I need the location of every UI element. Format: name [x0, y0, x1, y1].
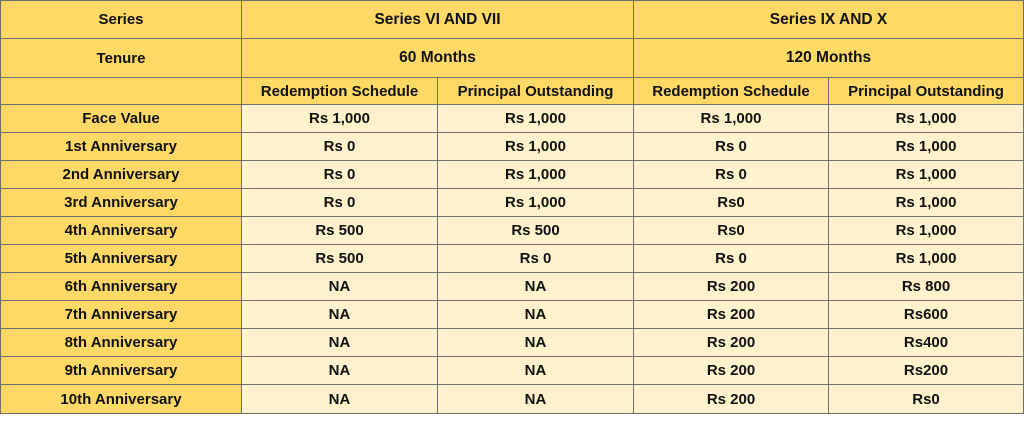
table-row — [1, 245, 1024, 273]
cell-redemption-schedule-1: NA — [242, 385, 438, 414]
cell-redemption-schedule-2: Rs 200 — [634, 273, 829, 301]
table-row — [1, 301, 1024, 329]
series-label: Series — [1, 1, 242, 39]
cell-principal-outstanding-2: Rs 1,000 — [829, 245, 1024, 273]
subheader-principal-2: Principal Outstanding — [829, 78, 1024, 105]
cell-redemption-schedule-2: Rs 200 — [634, 357, 829, 385]
cell-redemption-schedule-2: Rs0 — [634, 189, 829, 217]
cell-principal-outstanding-1: Rs 500 — [438, 217, 634, 245]
row-label: 1st Anniversary — [1, 133, 242, 161]
cell-principal-outstanding-2: Rs 1,000 — [829, 133, 1024, 161]
tenure-group-2: 120 Months — [634, 39, 1024, 78]
cell-principal-outstanding-2: Rs0 — [829, 385, 1024, 414]
cell-principal-outstanding-1: NA — [438, 329, 634, 357]
cell-principal-outstanding-1: Rs 1,000 — [438, 189, 634, 217]
subheader-redemption-2: Redemption Schedule — [634, 78, 829, 105]
cell-redemption-schedule-2: Rs 0 — [634, 245, 829, 273]
cell-redemption-schedule-1: NA — [242, 273, 438, 301]
cell-redemption-schedule-1: NA — [242, 357, 438, 385]
cell-redemption-schedule-1: NA — [242, 329, 438, 357]
cell-redemption-schedule-2: Rs 200 — [634, 385, 829, 414]
cell-principal-outstanding-1: Rs 1,000 — [438, 133, 634, 161]
row-label: 2nd Anniversary — [1, 161, 242, 189]
series-group-1: Series VI AND VII — [242, 1, 634, 39]
cell-principal-outstanding-2: Rs600 — [829, 301, 1024, 329]
cell-principal-outstanding-1: NA — [438, 273, 634, 301]
row-label: 5th Anniversary — [1, 245, 242, 273]
cell-redemption-schedule-1: Rs 0 — [242, 133, 438, 161]
row-label: Face Value — [1, 105, 242, 133]
tenure-label: Tenure — [1, 39, 242, 78]
tenure-group-1: 60 Months — [242, 39, 634, 78]
row-label: 7th Anniversary — [1, 301, 242, 329]
cell-redemption-schedule-1: NA — [242, 301, 438, 329]
cell-redemption-schedule-1: Rs 0 — [242, 189, 438, 217]
cell-redemption-schedule-2: Rs 200 — [634, 301, 829, 329]
cell-redemption-schedule-1: Rs 500 — [242, 245, 438, 273]
cell-redemption-schedule-1: Rs 500 — [242, 217, 438, 245]
subheader-principal-1: Principal Outstanding — [438, 78, 634, 105]
cell-principal-outstanding-2: Rs400 — [829, 329, 1024, 357]
cell-principal-outstanding-1: Rs 1,000 — [438, 105, 634, 133]
subheader-blank — [1, 78, 242, 105]
table-row — [1, 105, 1024, 133]
cell-principal-outstanding-1: Rs 0 — [438, 245, 634, 273]
cell-redemption-schedule-2: Rs 0 — [634, 161, 829, 189]
table-row — [1, 329, 1024, 357]
cell-principal-outstanding-1: Rs 1,000 — [438, 161, 634, 189]
cell-principal-outstanding-2: Rs 1,000 — [829, 105, 1024, 133]
table-row — [1, 217, 1024, 245]
series-row — [1, 1, 1024, 39]
cell-principal-outstanding-1: NA — [438, 357, 634, 385]
subheader-redemption-1: Redemption Schedule — [242, 78, 438, 105]
table-row — [1, 133, 1024, 161]
cell-redemption-schedule-2: Rs 1,000 — [634, 105, 829, 133]
cell-redemption-schedule-1: Rs 1,000 — [242, 105, 438, 133]
row-label: 10th Anniversary — [1, 385, 242, 414]
table-row — [1, 189, 1024, 217]
cell-principal-outstanding-2: Rs200 — [829, 357, 1024, 385]
table-row — [1, 161, 1024, 189]
cell-principal-outstanding-1: NA — [438, 301, 634, 329]
cell-principal-outstanding-2: Rs 800 — [829, 273, 1024, 301]
table-row — [1, 273, 1024, 301]
row-label: 4th Anniversary — [1, 217, 242, 245]
tenure-row — [1, 39, 1024, 78]
cell-redemption-schedule-2: Rs 0 — [634, 133, 829, 161]
table-row — [1, 385, 1024, 414]
cell-principal-outstanding-2: Rs 1,000 — [829, 161, 1024, 189]
row-label: 8th Anniversary — [1, 329, 242, 357]
cell-redemption-schedule-2: Rs 200 — [634, 329, 829, 357]
cell-redemption-schedule-2: Rs0 — [634, 217, 829, 245]
cell-principal-outstanding-2: Rs 1,000 — [829, 217, 1024, 245]
row-label: 9th Anniversary — [1, 357, 242, 385]
cell-principal-outstanding-2: Rs 1,000 — [829, 189, 1024, 217]
series-group-2: Series IX AND X — [634, 1, 1024, 39]
subheader-row — [1, 78, 1024, 105]
cell-redemption-schedule-1: Rs 0 — [242, 161, 438, 189]
table-row — [1, 357, 1024, 385]
row-label: 6th Anniversary — [1, 273, 242, 301]
cell-principal-outstanding-1: NA — [438, 385, 634, 414]
row-label: 3rd Anniversary — [1, 189, 242, 217]
